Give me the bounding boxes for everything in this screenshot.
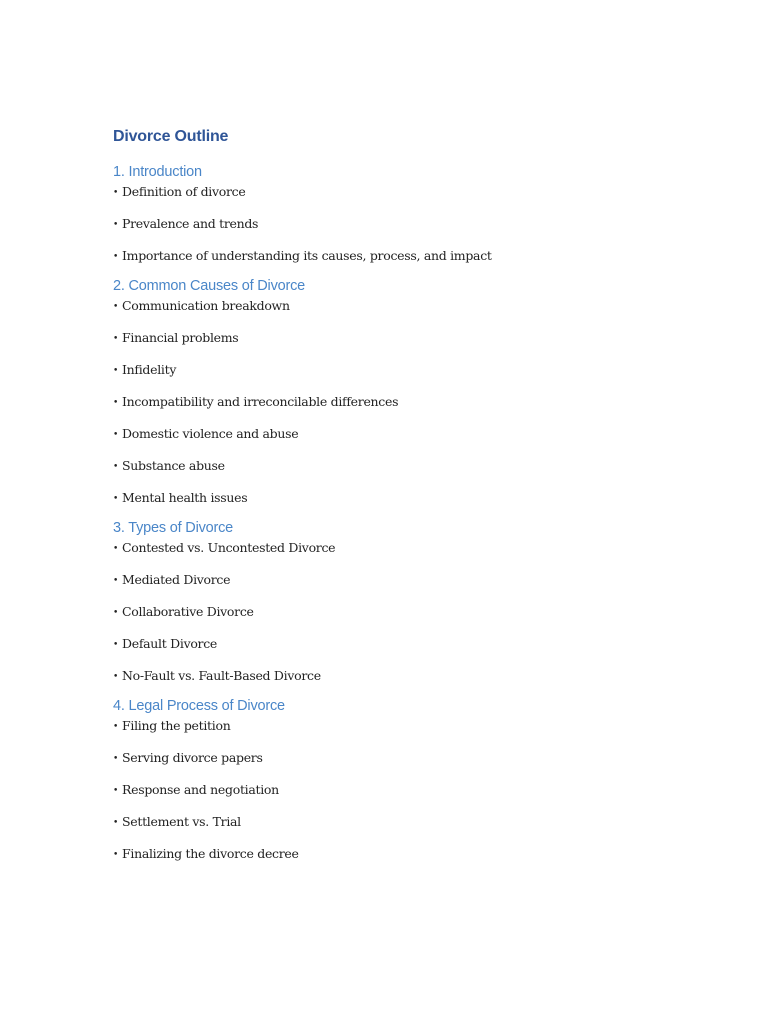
- bullet-list: [113, 298, 713, 506]
- list-item: [113, 572, 713, 604]
- document-title: Divorce Outline: [113, 128, 229, 145]
- list-item-text: Mediated Divorce: [122, 572, 231, 587]
- list-item: [113, 298, 713, 330]
- list-item: [113, 216, 713, 248]
- list-item: [113, 540, 713, 572]
- list-item-text: Infidelity: [122, 362, 177, 377]
- list-item-text: Response and negotiation: [122, 782, 279, 797]
- list-item-text: Serving divorce papers: [122, 750, 263, 765]
- bullet-icon: •: [113, 398, 119, 408]
- bullet-icon: •: [113, 252, 119, 262]
- bullet-list: [113, 184, 713, 264]
- list-item: [113, 330, 713, 362]
- list-item-text: No-Fault vs. Fault-Based Divorce: [122, 668, 321, 683]
- bullet-icon: •: [113, 188, 119, 198]
- section-introduction: [113, 160, 713, 264]
- list-item: [113, 362, 713, 394]
- section-heading: 4. Legal Process of Divorce: [113, 698, 285, 714]
- list-item: [113, 184, 713, 216]
- list-item-text: Contested vs. Uncontested Divorce: [122, 540, 336, 555]
- bullet-icon: •: [113, 672, 119, 682]
- list-item-text: Definition of divorce: [122, 184, 246, 199]
- list-item: [113, 782, 713, 814]
- list-item-text: Communication breakdown: [122, 298, 290, 313]
- bullet-icon: •: [113, 302, 119, 312]
- list-item-text: Settlement vs. Trial: [122, 814, 241, 829]
- list-item-text: Substance abuse: [122, 458, 225, 473]
- list-item-text: Filing the petition: [122, 718, 231, 733]
- section-common-causes: [113, 274, 713, 506]
- list-item: [113, 248, 713, 264]
- bullet-icon: •: [113, 462, 119, 472]
- list-item-text: Prevalence and trends: [122, 216, 259, 231]
- section-heading: 2. Common Causes of Divorce: [113, 278, 306, 294]
- list-item: [113, 718, 713, 750]
- list-item-text: Finalizing the divorce decree: [122, 846, 299, 861]
- bullet-icon: •: [113, 640, 119, 650]
- list-item: [113, 490, 713, 506]
- list-item-text: Importance of understanding its causes, process, and impact: [122, 248, 492, 263]
- section-types-of-divorce: [113, 516, 713, 684]
- bullet-list: [113, 540, 713, 684]
- bullet-icon: •: [113, 722, 119, 732]
- bullet-icon: •: [113, 850, 119, 860]
- list-item: [113, 394, 713, 426]
- list-item-text: Mental health issues: [122, 490, 248, 505]
- bullet-icon: •: [113, 818, 119, 828]
- list-item: [113, 426, 713, 458]
- section-legal-process: [113, 694, 713, 862]
- list-item: [113, 814, 713, 846]
- list-item: [113, 636, 713, 668]
- bullet-icon: •: [113, 334, 119, 344]
- list-item: [113, 846, 713, 862]
- section-heading: 1. Introduction: [113, 164, 202, 180]
- bullet-icon: •: [113, 786, 119, 796]
- bullet-list: [113, 718, 713, 862]
- list-item: [113, 604, 713, 636]
- section-heading: 3. Types of Divorce: [113, 520, 234, 536]
- bullet-icon: •: [113, 220, 119, 230]
- list-item-text: Financial problems: [122, 330, 239, 345]
- list-item: [113, 668, 713, 684]
- bullet-icon: •: [113, 608, 119, 618]
- document-body: [113, 124, 713, 862]
- list-item-text: Domestic violence and abuse: [122, 426, 299, 441]
- bullet-icon: •: [113, 544, 119, 554]
- list-item-text: Default Divorce: [122, 636, 218, 651]
- list-item-text: Incompatibility and irreconcilable differences: [122, 394, 399, 409]
- bullet-icon: •: [113, 430, 119, 440]
- bullet-icon: •: [113, 366, 119, 376]
- bullet-icon: •: [113, 754, 119, 764]
- bullet-icon: •: [113, 494, 119, 504]
- list-item: [113, 750, 713, 782]
- list-item: [113, 458, 713, 490]
- list-item-text: Collaborative Divorce: [122, 604, 254, 619]
- bullet-icon: •: [113, 576, 119, 586]
